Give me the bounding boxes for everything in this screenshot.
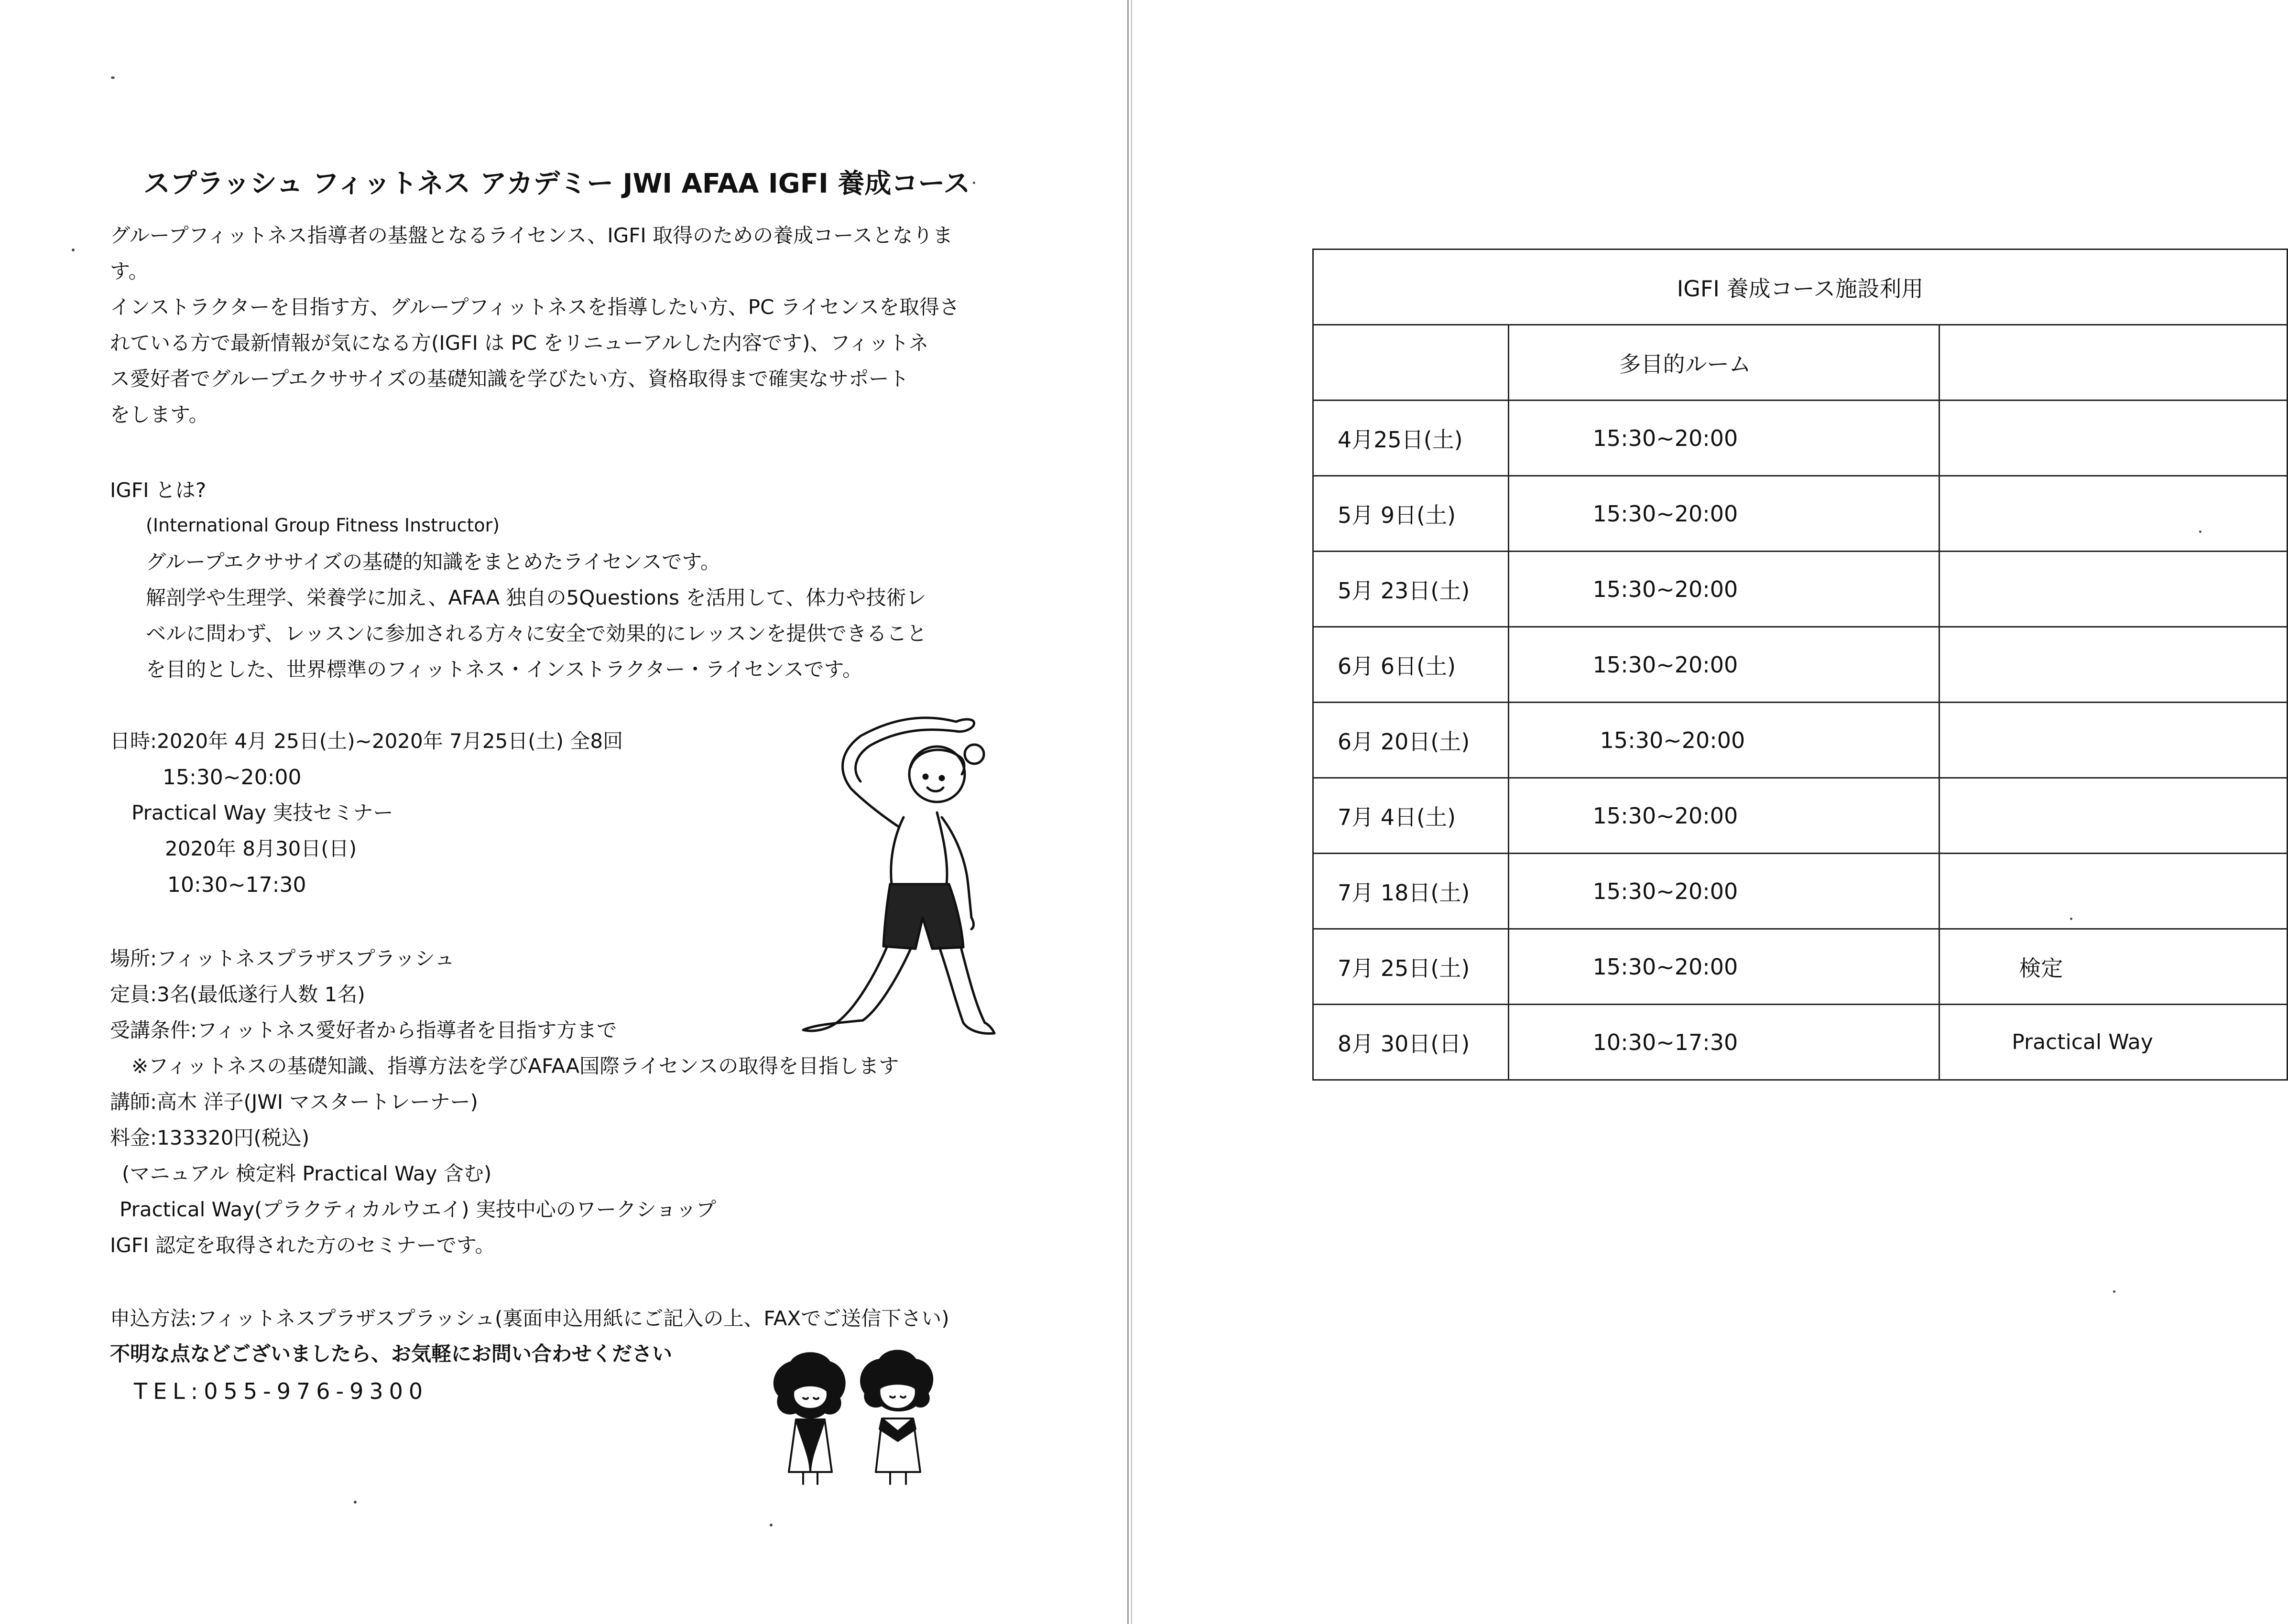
facility-schedule-table: [1312, 249, 2288, 1081]
document-title: スプラッシュ フィットネス アカデミー JWI AFAA IGFI 養成コース: [143, 168, 970, 199]
date-cell: 7月 18日(土): [1313, 854, 1509, 929]
detail-line: IGFI 認定を取得された方のセミナーです。: [110, 1234, 495, 1257]
scan-speck: [973, 182, 975, 184]
igfi-heading: IGFI とは?: [110, 478, 207, 502]
intro-line: ス愛好者でグループエクササイズの基礎知識を学びたい方、資格取得まで確実なサポート: [110, 367, 909, 390]
intro-line: インストラクターを目指す方、グループフィットネスを指導したい方、PC ライセンスを取得さ: [110, 295, 959, 319]
intro-line: れている方で最新情報が気になる方(IGFI は PC をリニューアルした内容です)、フィットネ: [110, 331, 929, 355]
schedule-line: 日時:2020年 4月 25日(土)~2020年 7月25日(土) 全8回: [110, 729, 623, 753]
date-cell: 5月 23日(土): [1313, 552, 1509, 627]
empty-header-cell: [1313, 325, 1509, 401]
igfi-line: グループエクササイズの基礎的知識をまとめたライセンスです。: [146, 550, 721, 574]
empty-header-cell: [1939, 325, 2288, 401]
note-cell: [1939, 552, 2288, 627]
table-row: [1313, 476, 2288, 552]
date-cell: 8月 30日(日): [1313, 1005, 1509, 1080]
scan-speck: [2070, 918, 2072, 920]
inquiry-line: 不明な点などございましたら、お気軽にお問い合わせください: [110, 1342, 673, 1365]
table-row: [1313, 778, 2288, 854]
date-cell: 6月 6日(土): [1313, 627, 1509, 703]
date-cell: 6月 20日(土): [1313, 703, 1509, 778]
igfi-line: (International Group Fitness Instructor): [146, 515, 500, 536]
page-divider: [1127, 0, 1132, 1624]
scan-speck: [72, 249, 75, 251]
room-header: 多目的ルーム: [1508, 325, 1939, 401]
detail-line: 場所:フィットネスプラザスプラッシュ: [110, 947, 455, 970]
scan-speck: [111, 76, 115, 79]
note-cell: [1939, 627, 2288, 703]
date-cell: 7月 4日(土): [1313, 778, 1509, 854]
time-cell: 15:30~20:00: [1508, 552, 1939, 627]
igfi-line: ベルに問わず、レッスンに参加される方々に安全で効果的にレッスンを提供できること: [146, 622, 927, 645]
igfi-line: を目的とした、世界標準のフィットネス・インストラクター・ライセンスです。: [146, 658, 862, 681]
table-row: [1313, 703, 2288, 778]
table-row: [1313, 929, 2288, 1005]
note-cell: 検定: [1939, 929, 2288, 1005]
intro-line: す。: [110, 260, 149, 283]
note-cell: [1939, 703, 2288, 778]
note-cell: [1939, 401, 2288, 476]
note-cell: [1939, 854, 2288, 929]
date-cell: 7月 25日(土): [1313, 929, 1509, 1005]
date-cell: 4月25日(土): [1313, 401, 1509, 476]
time-cell: 15:30~20:00: [1508, 854, 1939, 929]
stretching-woman-illustration: [784, 679, 1052, 1042]
left-page: [0, 0, 1128, 1624]
bowing-kids-illustration: [765, 1348, 956, 1491]
schedule-line: 10:30~17:30: [167, 873, 306, 897]
intro-line: グループフィットネス指導者の基盤となるライセンス、IGFI 取得のための養成コースとなりま: [110, 224, 953, 247]
note-cell: [1939, 476, 2288, 552]
detail-line: 講師:高木 洋子(JWI マスタートレーナー): [110, 1090, 478, 1114]
detail-line: 料金:133320円(税込): [110, 1126, 310, 1149]
time-cell: 15:30~20:00: [1508, 401, 1939, 476]
table-row: [1313, 401, 2288, 476]
detail-line: ※フィットネスの基礎知識、指導方法を学びAFAA国際ライセンスの取得を目指します: [131, 1054, 899, 1078]
apply-line: 申込方法:フィットネスプラザスプラッシュ(裏面申込用紙にご記入の上、FAXでご送信下さい): [110, 1307, 949, 1330]
date-cell: 5月 9日(土): [1313, 476, 1509, 552]
scan-speck: [2199, 531, 2201, 533]
tel-line: TEL:055-976-9300: [134, 1378, 429, 1404]
scan-speck: [2113, 1290, 2115, 1293]
table-title: IGFI 養成コース施設利用: [1313, 249, 2288, 325]
schedule-line: Practical Way 実技セミナー: [131, 801, 393, 824]
detail-line: 受講条件:フィットネス愛好者から指導者を目指す方まで: [110, 1018, 617, 1042]
time-cell: 15:30~20:00: [1508, 778, 1939, 854]
note-cell: Practical Way: [1939, 1005, 2288, 1080]
scan-speck: [354, 1501, 357, 1504]
detail-line: Practical Way(プラクティカルウエイ) 実技中心のワークショップ: [120, 1198, 717, 1221]
intro-line: をします。: [110, 403, 209, 426]
schedule-line: 15:30~20:00: [163, 765, 302, 790]
scan-speck: [770, 1524, 773, 1527]
detail-line: 定員:3名(最低遂行人数 1名): [110, 983, 365, 1006]
time-cell: 15:30~20:00: [1508, 476, 1939, 552]
table-row: [1313, 1005, 2288, 1080]
time-cell: 15:30~20:00: [1508, 627, 1939, 703]
table-row: [1313, 627, 2288, 703]
table-row: [1313, 854, 2288, 929]
time-cell: 15:30~20:00: [1508, 703, 1939, 778]
time-cell: 15:30~20:00: [1508, 929, 1939, 1005]
table-row: [1313, 552, 2288, 627]
note-cell: [1939, 778, 2288, 854]
time-cell: 10:30~17:30: [1508, 1005, 1939, 1080]
detail-line: (マニュアル 検定料 Practical Way 含む): [122, 1162, 492, 1185]
igfi-line: 解剖学や生理学、栄養学に加え、AFAA 独自の5Questions を活用して、体力や技術レ: [146, 586, 926, 609]
schedule-line: 2020年 8月30日(日): [165, 837, 357, 860]
